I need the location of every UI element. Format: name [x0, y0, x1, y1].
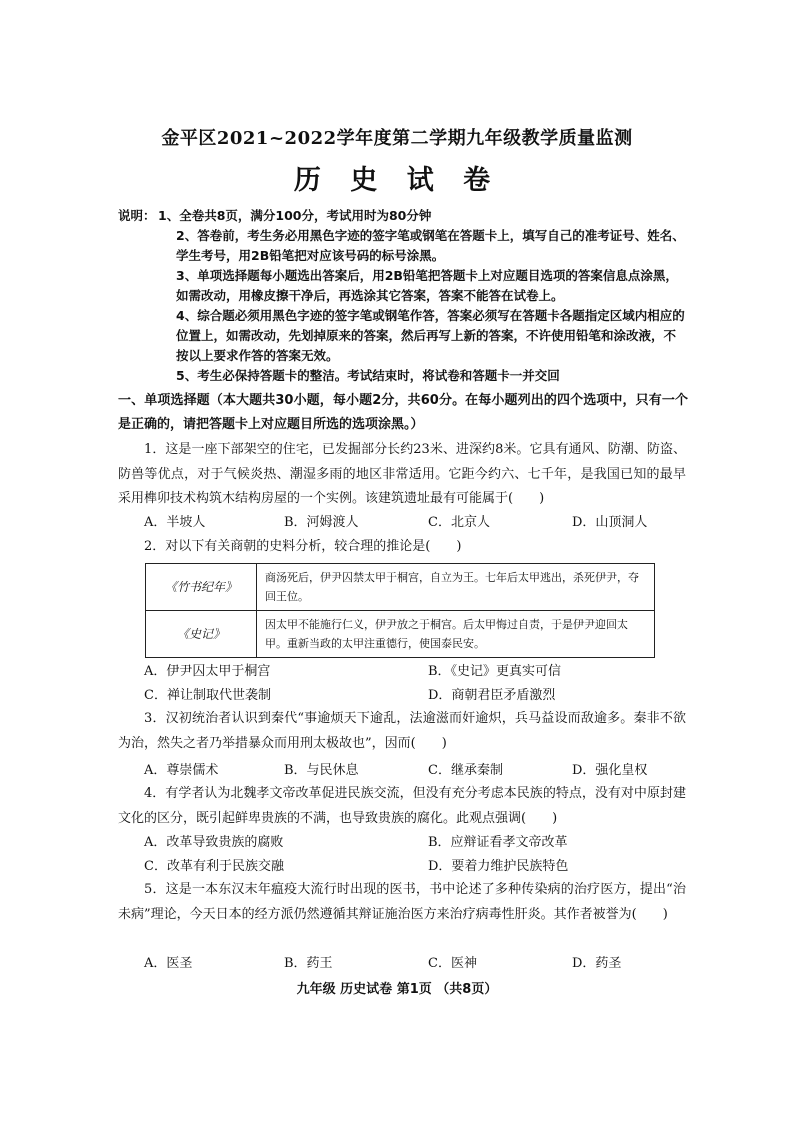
option-a: A．改革导致贵族的腐败: [144, 835, 284, 850]
source-name: 《竹书纪年》: [146, 564, 257, 611]
question-2-options-row-1: [144, 660, 684, 682]
option-c: C．北京人: [428, 515, 490, 530]
question-4-stem: 4．有学者认为北魏孝文帝改革促进民族交流，但没有充分考虑本民族的特点，没有对中原封建文化的区分，既引起鲜卑贵族的不满，也导致贵族的腐化。此观点强调( ): [118, 786, 686, 826]
option-d: D．商朝君臣矛盾激烈: [428, 688, 556, 703]
option-a: A．医圣: [144, 956, 193, 971]
option-a: A．伊尹囚太甲于桐宫: [144, 664, 271, 679]
option-a: A．半坡人: [144, 515, 206, 530]
option-b: B．应辩证看孝文帝改革: [428, 835, 568, 850]
option-b: B．药王: [284, 956, 333, 971]
option-b: B．与民休息: [284, 763, 359, 778]
option-b: B．河姆渡人: [284, 515, 359, 530]
question-2-stem: 2．对以下有关商朝的史料分析，较合理的推论是( ): [144, 539, 462, 554]
question-1-options: [144, 511, 684, 533]
option-c: C．继承秦制: [428, 763, 503, 778]
question-1-stem: 1．这是一座下部架空的住宅，已发掘部分长约23米、进深约8米。它具有通风、防潮、防盗、防兽等优点，对于气候炎热、潮湿多雨的地区非常适用。它距今约六、七千年，是我国已知的最早采用榫卯技术构筑木结构房屋的一个实例。该建筑遗址最有可能属于( ): [118, 442, 686, 506]
instruction-item-3: 3、单项选择题每小题选出答案后，用2B铅笔把答题卡上对应题目选项的答案信息点涂黑，如需改动，用橡皮擦干净后，再选涂其它答案，答案不能答在试卷上。: [176, 268, 678, 303]
instructions-label: 说明：: [118, 208, 156, 223]
table-row: [146, 611, 655, 658]
instruction-item-2: 2、答卷前，考生务必用黑色字迹的签字笔或钢笔在答题卡上，填写自己的准考证号、姓名、学生考号，用2B铅笔把对应该号码的标号涂黑。: [176, 228, 685, 263]
source-text: 因太甲不能施行仁义，伊尹放之于桐宫。后太甲悔过自责，于是伊尹迎回太甲。重新当政的太甲注重德行，使国泰民安。: [257, 611, 655, 658]
question-5-options: [144, 952, 684, 974]
source-text: 商汤死后，伊尹囚禁太甲于桐宫，自立为王。七年后太甲逃出，杀死伊尹，夺回王位。: [257, 564, 655, 611]
option-b: B．《史记》更真实可信: [428, 664, 562, 679]
page-footer: 九年级 历史试卷 第1页 （共8页）: [296, 982, 498, 997]
instruction-item-1: 说明： 1、全卷共8页，满分100分，考试用时为80分钟: [118, 206, 688, 226]
option-c: C．改革有利于民族交融: [144, 859, 284, 874]
exam-title: 金平区2021~2022学年度第二学期九年级教学质量监测: [161, 128, 633, 149]
option-c: C．禅让制取代世袭制: [144, 688, 271, 703]
option-c: C．医神: [428, 956, 477, 971]
subject-title: 历 史 试 卷: [293, 165, 501, 196]
question-2-options-row-2: [144, 684, 684, 706]
question-4-options-row-1: [144, 831, 684, 853]
question-3-options: [144, 759, 684, 781]
option-d: D．要着力维护民族特色: [428, 859, 569, 874]
instructions: [118, 206, 688, 386]
question-4-options-row-2: [144, 855, 684, 877]
option-d: D．山顶洞人: [572, 515, 648, 530]
question-5-stem: 5．这是一本东汉末年瘟疫大流行时出现的医书，书中论述了多种传染病的治疗医方，提出“治未病”理论，今天日本的经方派仍然遵循其辩证施治医方来治疗病毒性肝炎。其作者被誉为( ): [118, 882, 686, 922]
instruction-item-4: 4、综合题必须用黑色字迹的签字笔或钢笔作答，答案必须写在答题卡各题指定区域内相应的位置上，如需改动，先划掉原来的答案，然后再写上新的答案，不许使用铅笔和涂改液，不按以上要求作答的答案无效。: [176, 308, 685, 363]
option-d: D．药圣: [572, 956, 622, 971]
section-heading: 一、单项选择题（本大题共30小题，每小题2分，共60分。在每小题列出的四个选项中，只有一个是正确的，请把答题卡上对应题目所选的选项涂黑。）: [118, 393, 688, 432]
source-name: 《史记》: [146, 611, 257, 658]
table-row: [146, 564, 655, 611]
instruction-item-5: 5、考生必保持答题卡的整洁。考试结束时，将试卷和答题卡一并交回: [176, 368, 560, 383]
option-a: A．尊崇儒术: [144, 763, 219, 778]
option-d: D．强化皇权: [572, 763, 648, 778]
source-table: [145, 563, 655, 658]
question-3-stem: 3．汉初统治者认识到秦代“事逾烦天下逾乱，法逾滋而奸逾炽，兵马益设而敌逾多。秦非不欲为治，然失之者乃举措暴众而用刑太极故也”，因而( ): [118, 711, 686, 751]
